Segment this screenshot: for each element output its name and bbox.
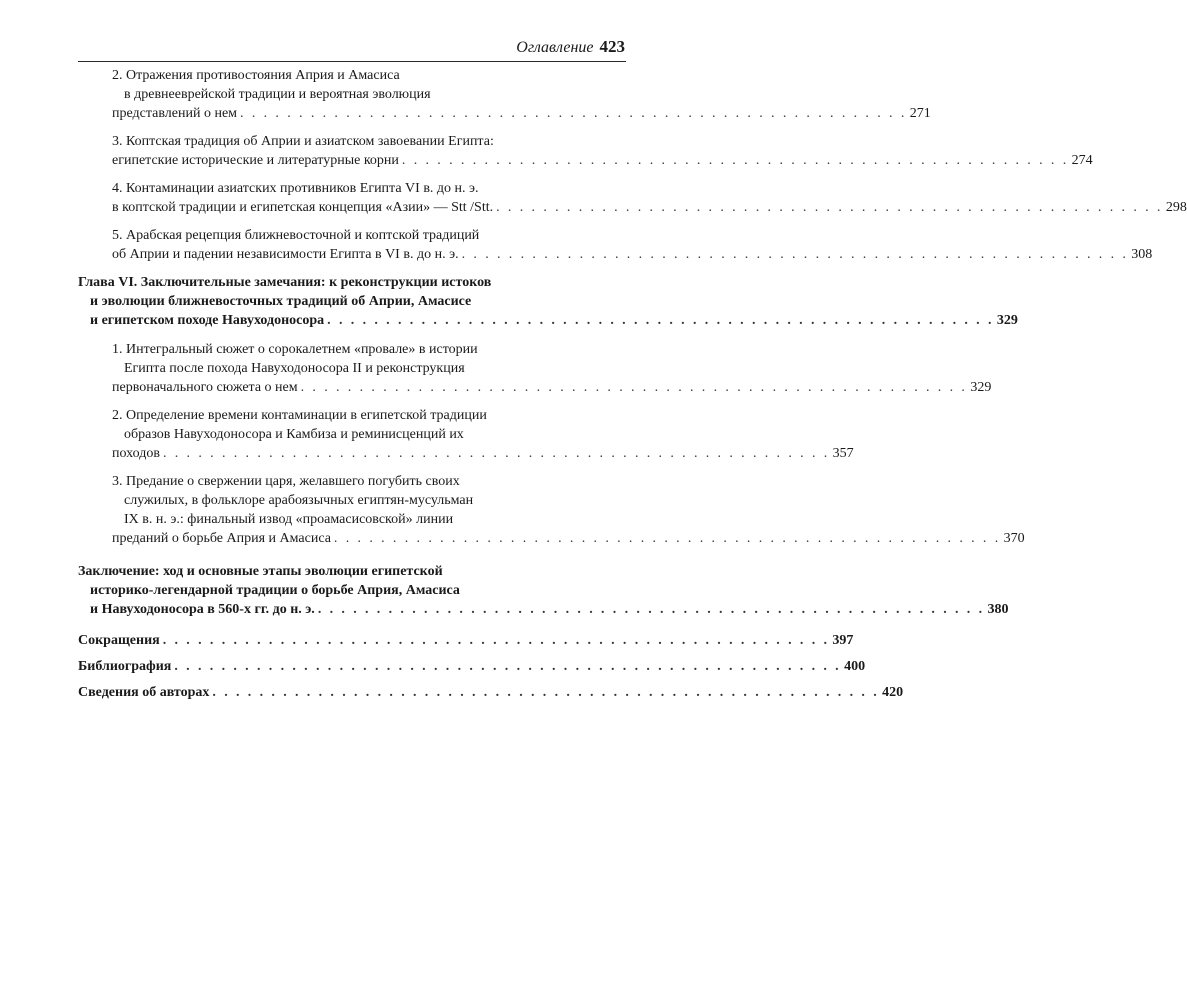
toc-page-number: 329 bbox=[970, 380, 992, 395]
toc-entry-line: IX в. н. э.: финальный извод «проамасисовской» линии bbox=[124, 512, 454, 527]
toc-entry-line: 3. Коптская традиция об Априи и азиатском завоевании Египта: bbox=[112, 134, 494, 149]
toc-entry-line: Сокращения bbox=[78, 633, 160, 648]
dot-leader: . . . . . . . . . . . . . . . . . . . . . . . . . . . . . . . . . . . . . . . . . . . . . . . . . . . . . . . . . bbox=[162, 633, 830, 648]
toc-entry bbox=[78, 179, 1187, 217]
dot-leader: . . . . . . . . . . . . . . . . . . . . . . . . . . . . . . . . . . . . . . . . . . . . . . . . . . . . . . . . . bbox=[461, 247, 1129, 262]
dot-leader: . . . . . . . . . . . . . . . . . . . . . . . . . . . . . . . . . . . . . . . . . . . . . . . . . . . . . . . . . bbox=[327, 313, 994, 328]
toc-chapter-entry bbox=[78, 657, 866, 676]
toc-page-number: 420 bbox=[882, 685, 904, 700]
dot-leader: . . . . . . . . . . . . . . . . . . . . . . . . . . . . . . . . . . . . . . . . . . . . . . . . . . . . . . . . . bbox=[174, 659, 842, 674]
toc-page-number: 370 bbox=[1003, 531, 1025, 546]
header-rule bbox=[78, 61, 626, 62]
toc-page-number: 357 bbox=[832, 446, 854, 461]
toc-entry-line: преданий о борьбе Априя и Амасиса bbox=[112, 531, 331, 546]
dot-leader: . . . . . . . . . . . . . . . . . . . . . . . . . . . . . . . . . . . . . . . . . . . . . . . . . . . . . . . . . bbox=[240, 106, 907, 121]
toc-entry-line: 2. Отражения противостояния Априя и Амасиса bbox=[112, 68, 400, 83]
toc-entry bbox=[78, 406, 854, 463]
toc-entry-line: представлений о нем bbox=[112, 106, 238, 121]
toc-chapter-entry bbox=[78, 562, 1009, 619]
toc-entry-line: и эволюции ближневосточных традиций об Априи, Амасисе bbox=[90, 294, 472, 309]
toc-entry bbox=[78, 340, 992, 397]
toc-page-number: 329 bbox=[996, 313, 1018, 328]
toc-page-number: 308 bbox=[1131, 247, 1153, 262]
toc-chapter-entry bbox=[78, 631, 854, 650]
toc-page-number: 298 bbox=[1165, 200, 1187, 215]
toc-entry-line: 5. Арабская рецепция ближневосточной и коптской традиций bbox=[112, 228, 480, 243]
page-number: 423 bbox=[599, 37, 625, 56]
toc-page-number: 274 bbox=[1071, 153, 1093, 168]
toc-entry-line: служилых, в фольклоре арабоязычных египтян-мусульман bbox=[124, 493, 474, 508]
toc-entry-line: 2. Определение времени контаминации в египетской традиции bbox=[112, 408, 487, 423]
toc-chapter-entry bbox=[78, 683, 904, 702]
dot-leader: . . . . . . . . . . . . . . . . . . . . . . . . . . . . . . . . . . . . . . . . . . . . . . . . . . . . . . . . . bbox=[401, 153, 1069, 168]
table-of-contents bbox=[78, 66, 1187, 709]
toc-entry bbox=[78, 226, 1153, 264]
toc-entry-line: походов bbox=[112, 446, 160, 461]
toc-page-number: 400 bbox=[844, 659, 866, 674]
toc-chapter-entry bbox=[78, 273, 1018, 330]
toc-entry bbox=[78, 66, 931, 123]
running-header bbox=[516, 37, 625, 58]
toc-entry-line: и Навуходоносора в 560-х гг. до н. э. bbox=[90, 602, 315, 617]
dot-leader: . . . . . . . . . . . . . . . . . . . . . . . . . . . . . . . . . . . . . . . . . . . . . . . . . . . . . . . . . bbox=[333, 531, 1001, 546]
toc-entry-line: Заключение: ход и основные этапы эволюции египетской bbox=[78, 564, 443, 579]
dot-leader: . . . . . . . . . . . . . . . . . . . . . . . . . . . . . . . . . . . . . . . . . . . . . . . . . . . . . . . . . bbox=[317, 602, 985, 617]
toc-entry-line: историко-легендарной традиции о борьбе Априя, Амасиса bbox=[90, 583, 460, 598]
dot-leader: . . . . . . . . . . . . . . . . . . . . . . . . . . . . . . . . . . . . . . . . . . . . . . . . . . . . . . . . . bbox=[162, 446, 830, 461]
toc-entry bbox=[78, 132, 1093, 170]
toc-entry-line: Глава VI. Заключительные замечания: к реконструкции истоков bbox=[78, 275, 492, 290]
toc-entry-line: образов Навуходоносора и Камбиза и реминисценций их bbox=[124, 427, 464, 442]
toc-entry-line: об Априи и падении независимости Египта в VI в. до н. э. bbox=[112, 247, 459, 262]
toc-entry-line: первоначального сюжета о нем bbox=[112, 380, 298, 395]
toc-entry-line: 4. Контаминации азиатских противников Египта VI в. до н. э. bbox=[112, 181, 479, 196]
toc-entry-line: 3. Предание о свержении царя, желавшего погубить своих bbox=[112, 474, 460, 489]
toc-entry-line: и египетском походе Навуходоносора bbox=[90, 313, 325, 328]
toc-page-number: 380 bbox=[987, 602, 1009, 617]
dot-leader: . . . . . . . . . . . . . . . . . . . . . . . . . . . . . . . . . . . . . . . . . . . . . . . . . . . . . . . . . bbox=[300, 380, 968, 395]
toc-entry-line: в коптской традиции и египетская концепция «Азии» — Stt /Stt. bbox=[112, 200, 494, 215]
toc-entry-line: 1. Интегральный сюжет о сорокалетнем «провале» в истории bbox=[112, 342, 478, 357]
toc-entry-line: Библиография bbox=[78, 659, 172, 674]
toc-entry-line: Египта после похода Навуходоносора II и реконструкция bbox=[124, 361, 465, 376]
toc-page-number: 271 bbox=[909, 106, 931, 121]
dot-leader: . . . . . . . . . . . . . . . . . . . . . . . . . . . . . . . . . . . . . . . . . . . . . . . . . . . . . . . . . bbox=[212, 685, 880, 700]
toc-entry-line: в древнееврейской традиции и вероятная эволюция bbox=[124, 87, 431, 102]
running-header-title: Оглавление bbox=[516, 39, 594, 56]
toc-entry-line: египетские исторические и литературные корни bbox=[112, 153, 399, 168]
dot-leader: . . . . . . . . . . . . . . . . . . . . . . . . . . . . . . . . . . . . . . . . . . . . . . . . . . . . . . . . . bbox=[496, 200, 1163, 215]
toc-page-number: 397 bbox=[832, 633, 854, 648]
toc-entry bbox=[78, 472, 1025, 548]
toc-entry-line: Сведения об авторах bbox=[78, 685, 210, 700]
